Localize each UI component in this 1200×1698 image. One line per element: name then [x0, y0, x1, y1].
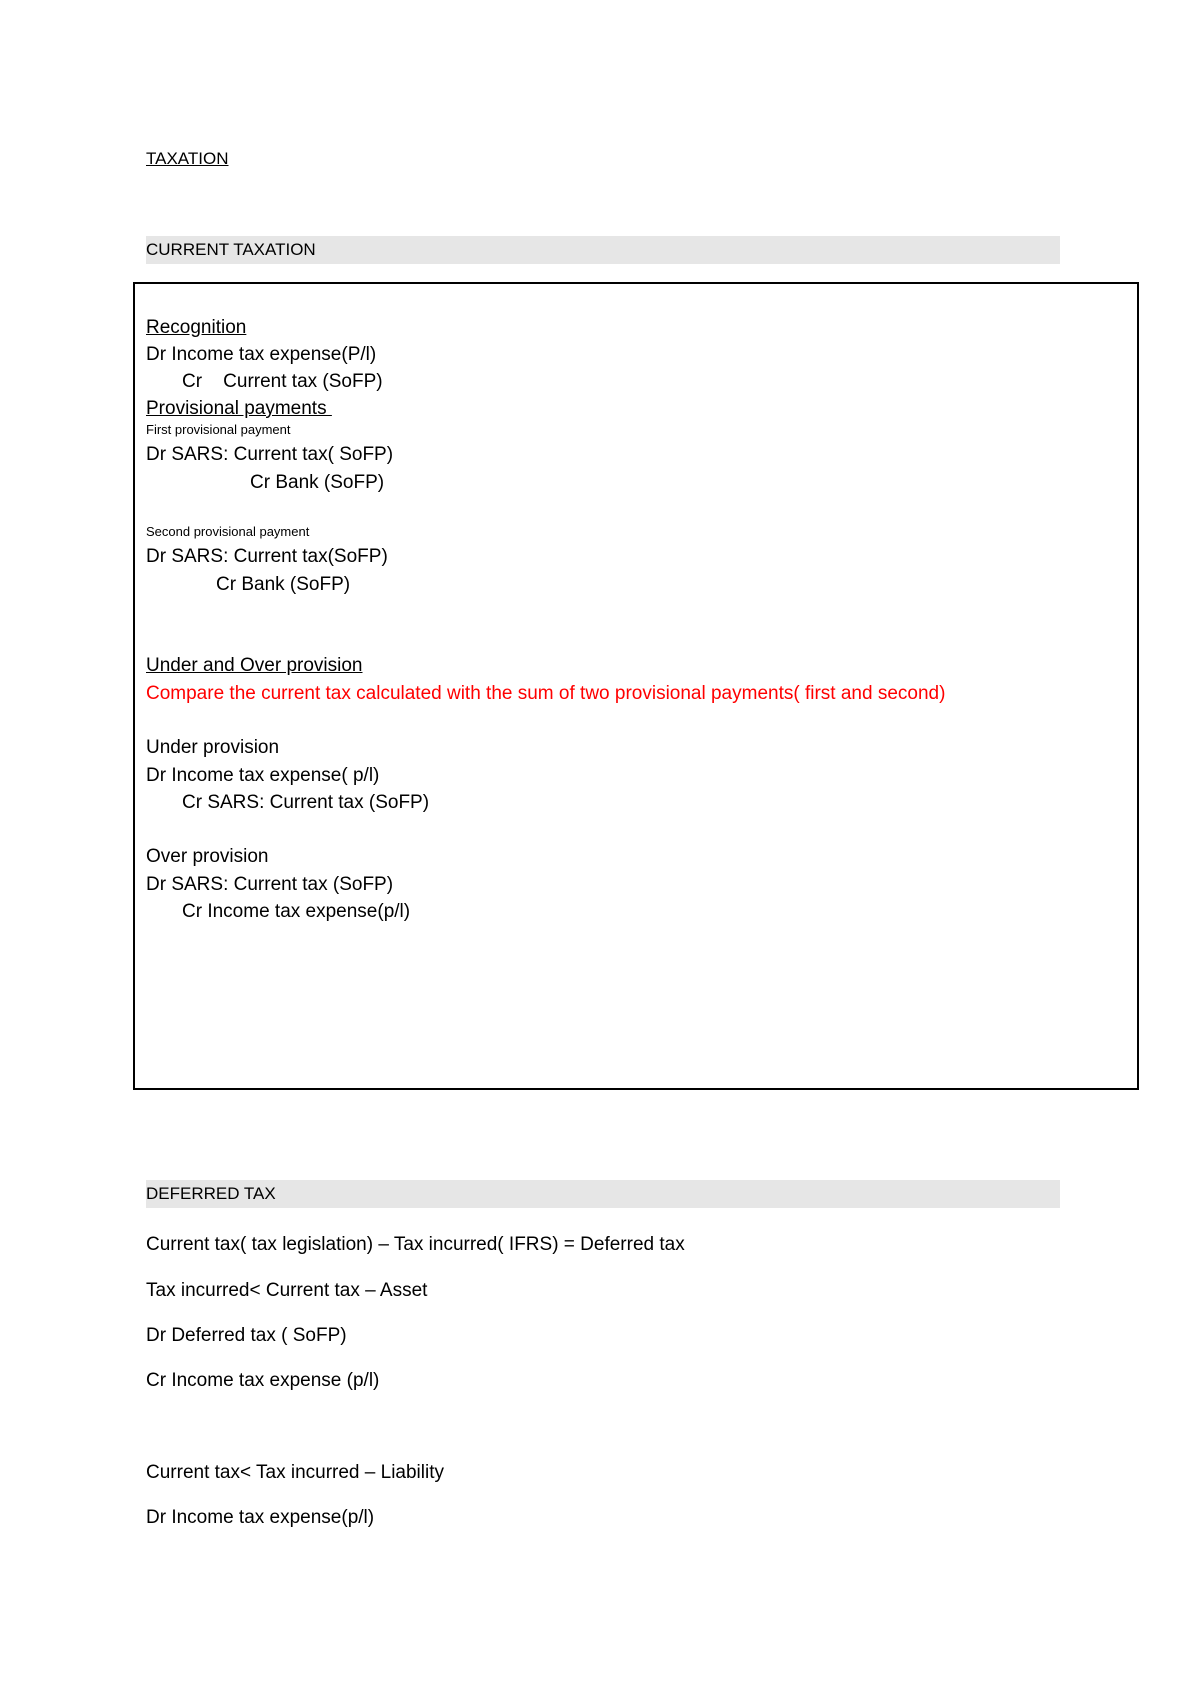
- under-provision-credit: Cr SARS: Current tax (SoFP): [182, 792, 430, 813]
- current-taxation-section-title: CURRENT TAXATION: [146, 236, 1060, 264]
- liability-debit: Dr Income tax expense(p/l): [146, 1507, 375, 1528]
- liability-rule: Current tax< Tax incurred – Liability: [146, 1462, 444, 1483]
- first-provisional-debit: Dr SARS: Current tax( SoFP): [146, 444, 394, 465]
- second-provisional-label: Second provisional payment: [146, 524, 310, 539]
- page-title: TAXATION: [146, 149, 229, 168]
- deferred-tax-formula: Current tax( tax legislation) – Tax incurred( IFRS) = Deferred tax: [146, 1234, 685, 1255]
- under-provision-debit: Dr Income tax expense( p/l): [146, 765, 380, 786]
- first-provisional-label: First provisional payment: [146, 422, 291, 437]
- asset-rule: Tax incurred< Current tax – Asset: [146, 1280, 428, 1301]
- recognition-credit: Cr Current tax (SoFP): [182, 371, 383, 392]
- under-over-provision-note: Compare the current tax calculated with the sum of two provisional payments( first and second): [146, 683, 946, 704]
- deferred-tax-section-title: DEFERRED TAX: [146, 1180, 1060, 1208]
- under-provision-label: Under provision: [146, 737, 280, 758]
- recognition-debit: Dr Income tax expense(P/l): [146, 344, 377, 365]
- over-provision-debit: Dr SARS: Current tax (SoFP): [146, 874, 394, 895]
- over-provision-credit: Cr Income tax expense(p/l): [182, 901, 411, 922]
- second-provisional-credit: Cr Bank (SoFP): [216, 574, 351, 595]
- asset-debit: Dr Deferred tax ( SoFP): [146, 1325, 347, 1346]
- provisional-payments-heading: Provisional payments: [146, 398, 332, 419]
- over-provision-label: Over provision: [146, 846, 269, 867]
- second-provisional-debit: Dr SARS: Current tax(SoFP): [146, 546, 388, 567]
- asset-credit: Cr Income tax expense (p/l): [146, 1370, 380, 1391]
- recognition-heading: Recognition: [146, 317, 247, 338]
- first-provisional-credit: Cr Bank (SoFP): [250, 472, 385, 493]
- under-over-provision-heading: Under and Over provision: [146, 655, 363, 676]
